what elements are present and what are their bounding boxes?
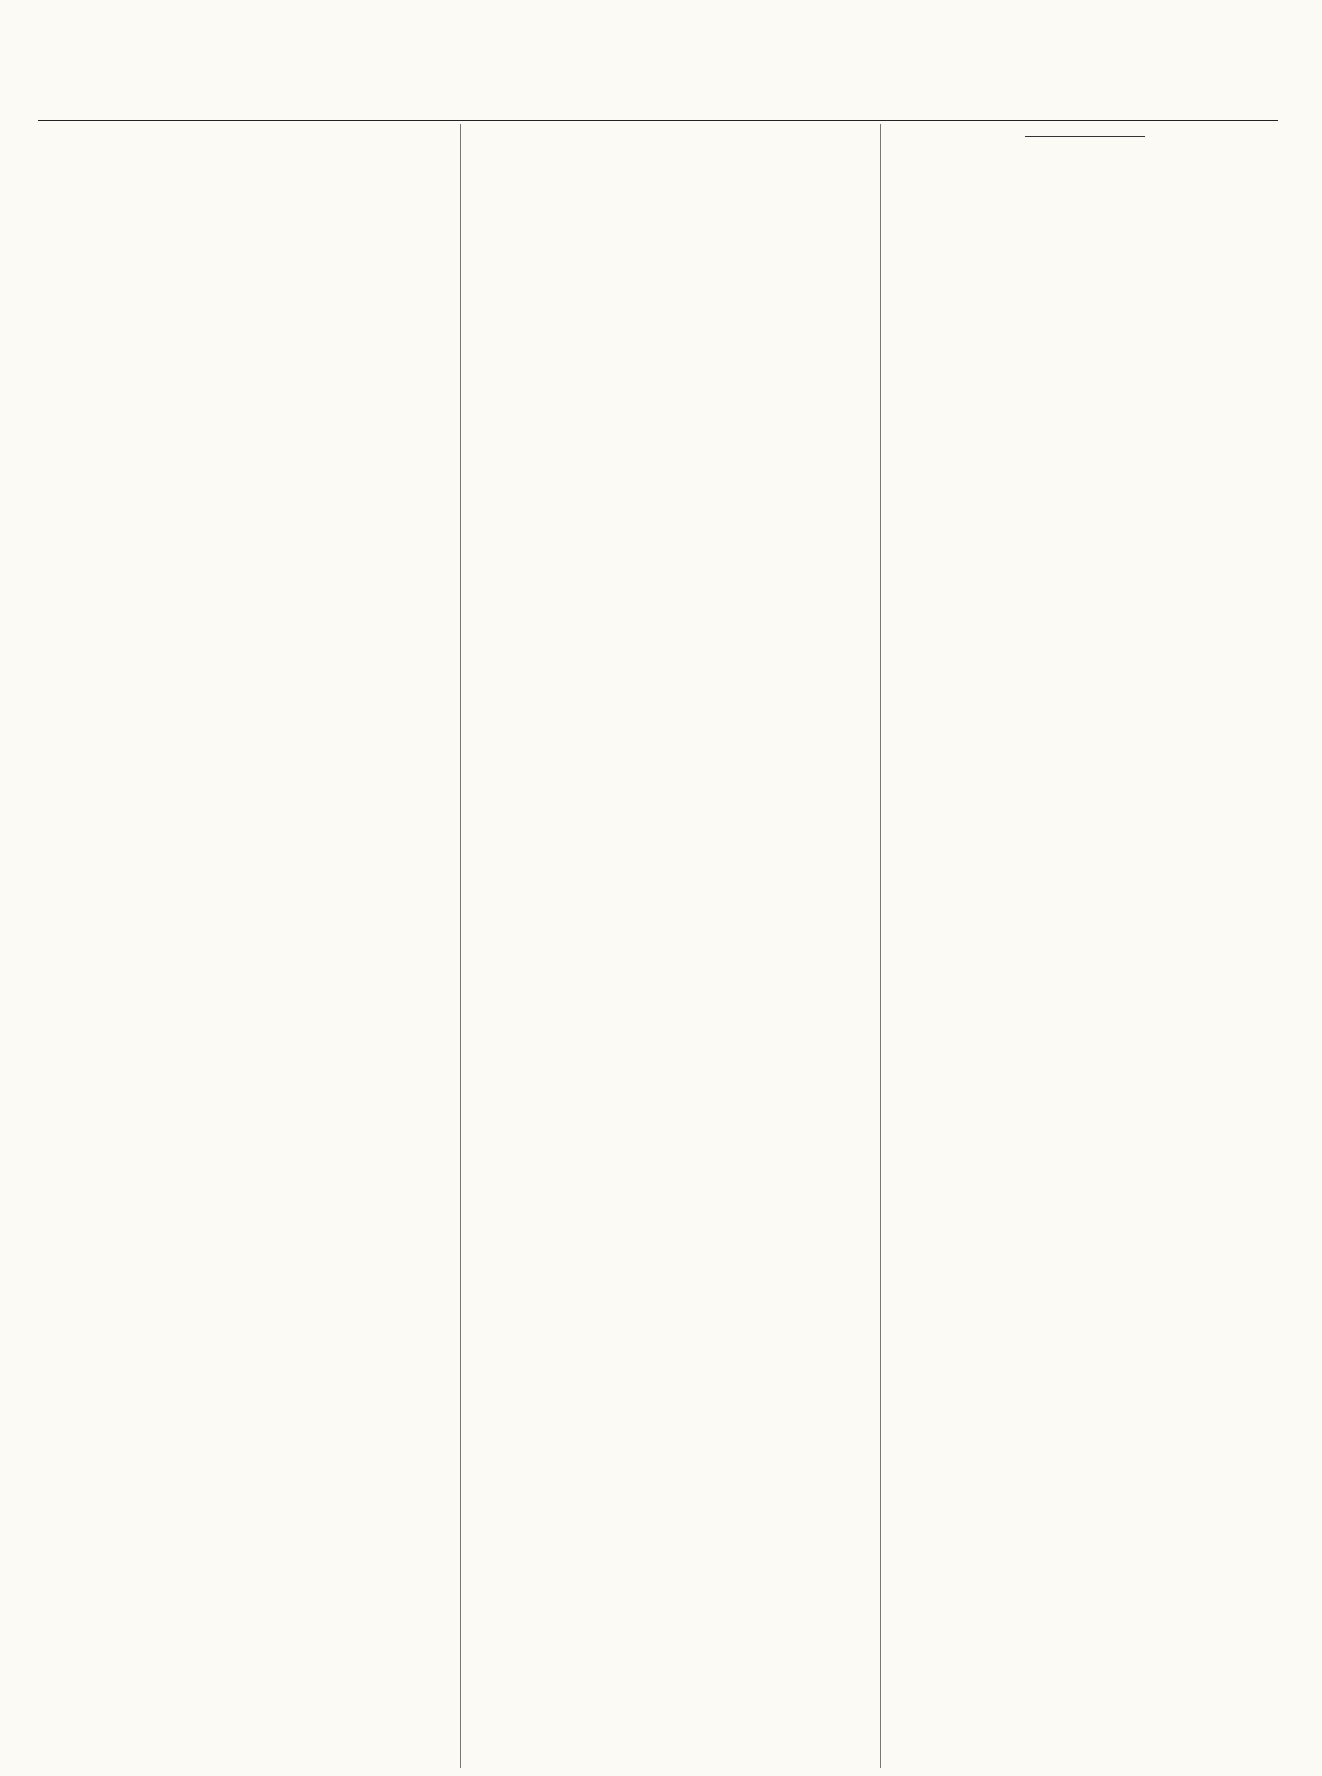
column-2 (470, 128, 870, 1766)
page-header (38, 80, 1278, 121)
section-divider (1025, 136, 1145, 137)
column-divider (460, 124, 461, 1768)
column-1 (38, 128, 450, 1766)
column-divider (880, 124, 881, 1768)
column-3 (890, 128, 1280, 1766)
